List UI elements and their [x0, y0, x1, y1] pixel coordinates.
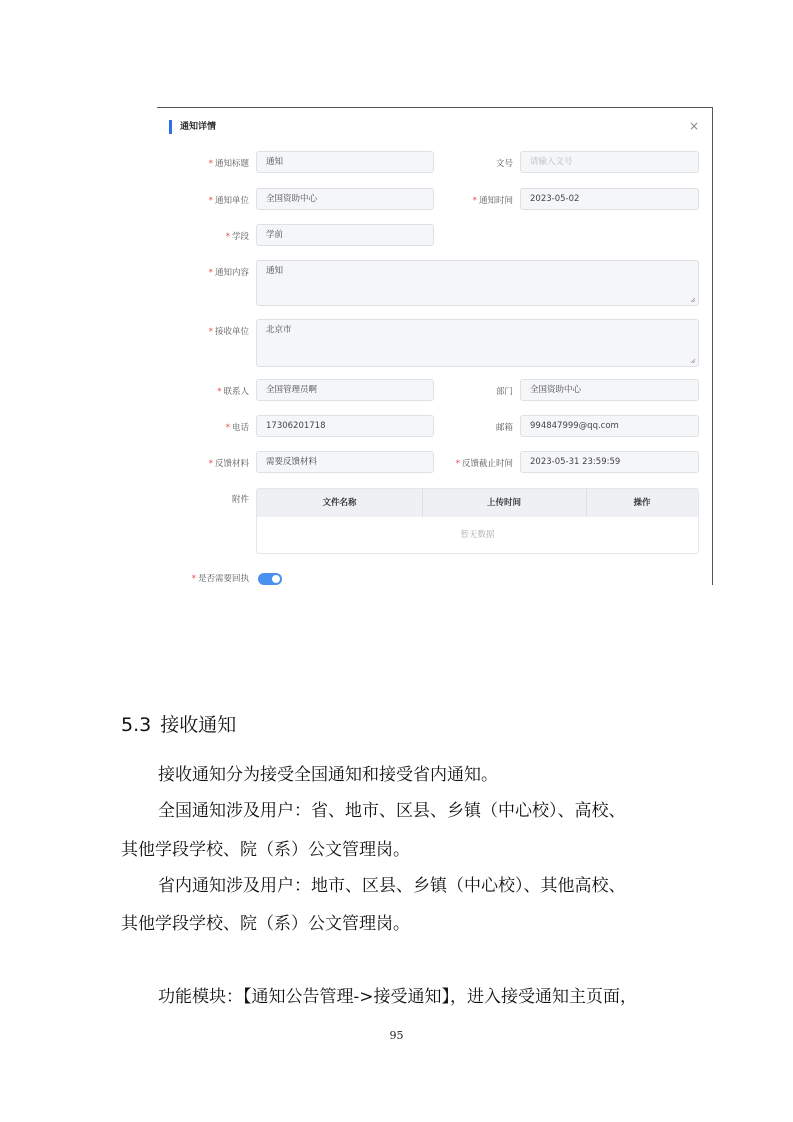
- content-value: 通知: [266, 266, 284, 276]
- close-icon[interactable]: ×: [688, 119, 699, 133]
- notice-time-label: * 通知时间: [472, 196, 513, 206]
- required-mark: *: [208, 159, 213, 169]
- paragraph-4: 功能模块：【通知公告管理->接受通知】，进入接受通知主页面，: [158, 987, 637, 1007]
- content-label: * 通知内容: [208, 268, 249, 278]
- dept-label: 部门: [495, 387, 513, 397]
- receiver-value: 北京市: [266, 325, 292, 335]
- receiver-label: * 接收单位: [208, 327, 249, 337]
- notice-unit-input[interactable]: 全国资助中心: [256, 188, 434, 210]
- notice-title-input[interactable]: 通知: [256, 151, 434, 173]
- paragraph-3-line-1: 省内通知涉及用户：地市、区县、乡镇（中心校）、其他高校、: [158, 876, 626, 896]
- section-number: 5.3: [121, 714, 152, 736]
- notice-detail-dialog: [157, 107, 713, 585]
- section-heading: [121, 710, 236, 737]
- column-header-actions[interactable]: 操作: [633, 498, 651, 508]
- stage-label: * 学段: [225, 232, 249, 242]
- content-textarea[interactable]: [256, 260, 699, 306]
- table-header: [257, 489, 698, 517]
- resize-handle-icon[interactable]: [690, 358, 696, 364]
- section-title: 接收通知: [160, 714, 237, 736]
- deadline-label: * 反馈截止时间: [455, 459, 513, 469]
- paragraph-1: 接收通知分为接受全国通知和接受省内通知。: [158, 765, 498, 785]
- email-label: 邮箱: [495, 423, 513, 433]
- notice-unit-label: * 通知单位: [208, 196, 249, 206]
- email-input[interactable]: 994847999@qq.com: [520, 415, 699, 437]
- screenshot-border-right: [712, 107, 713, 585]
- doc-no-label: 文号: [495, 159, 513, 169]
- paragraph-2-line-2: 其他学段学校、院（系）公文管理岗。: [121, 840, 410, 860]
- table-empty-text: 暂无数据: [460, 530, 495, 540]
- contact-label: * 联系人: [217, 387, 249, 397]
- feedback-input[interactable]: 需要反馈材料: [256, 451, 434, 473]
- feedback-label: * 反馈材料: [208, 459, 249, 469]
- page-number: 95: [389, 1029, 404, 1042]
- attachment-label: 附件: [231, 495, 249, 505]
- paragraph-2-line-1: 全国通知涉及用户：省、地市、区县、乡镇（中心校）、高校、: [158, 801, 626, 821]
- dialog-title: 通知详情: [169, 120, 216, 134]
- resize-handle-icon[interactable]: [690, 297, 696, 303]
- notice-time-input[interactable]: 2023-05-02: [520, 188, 699, 210]
- deadline-input[interactable]: 2023-05-31 23:59:59: [520, 451, 699, 473]
- notice-title-label: * 通知标题: [208, 159, 249, 169]
- contact-input[interactable]: 全国管理员啊: [256, 379, 434, 401]
- need-reply-toggle[interactable]: [258, 573, 282, 585]
- stage-input[interactable]: 学前: [256, 224, 434, 246]
- phone-label: * 电话: [225, 423, 249, 433]
- doc-no-input[interactable]: 请输入文号: [520, 151, 699, 173]
- need-reply-label: * 是否需要回执: [191, 574, 249, 584]
- attachment-table: [256, 488, 699, 554]
- column-header-upload-time[interactable]: 上传时间: [486, 498, 521, 508]
- paragraph-3-line-2: 其他学段学校、院（系）公文管理岗。: [121, 914, 410, 934]
- dept-input[interactable]: 全国资助中心: [520, 379, 699, 401]
- phone-input[interactable]: 17306201718: [256, 415, 434, 437]
- receiver-textarea[interactable]: [256, 319, 699, 367]
- toggle-knob: [272, 575, 280, 583]
- screenshot-border-top: [157, 107, 713, 108]
- column-header-filename[interactable]: 文件名称: [322, 498, 357, 508]
